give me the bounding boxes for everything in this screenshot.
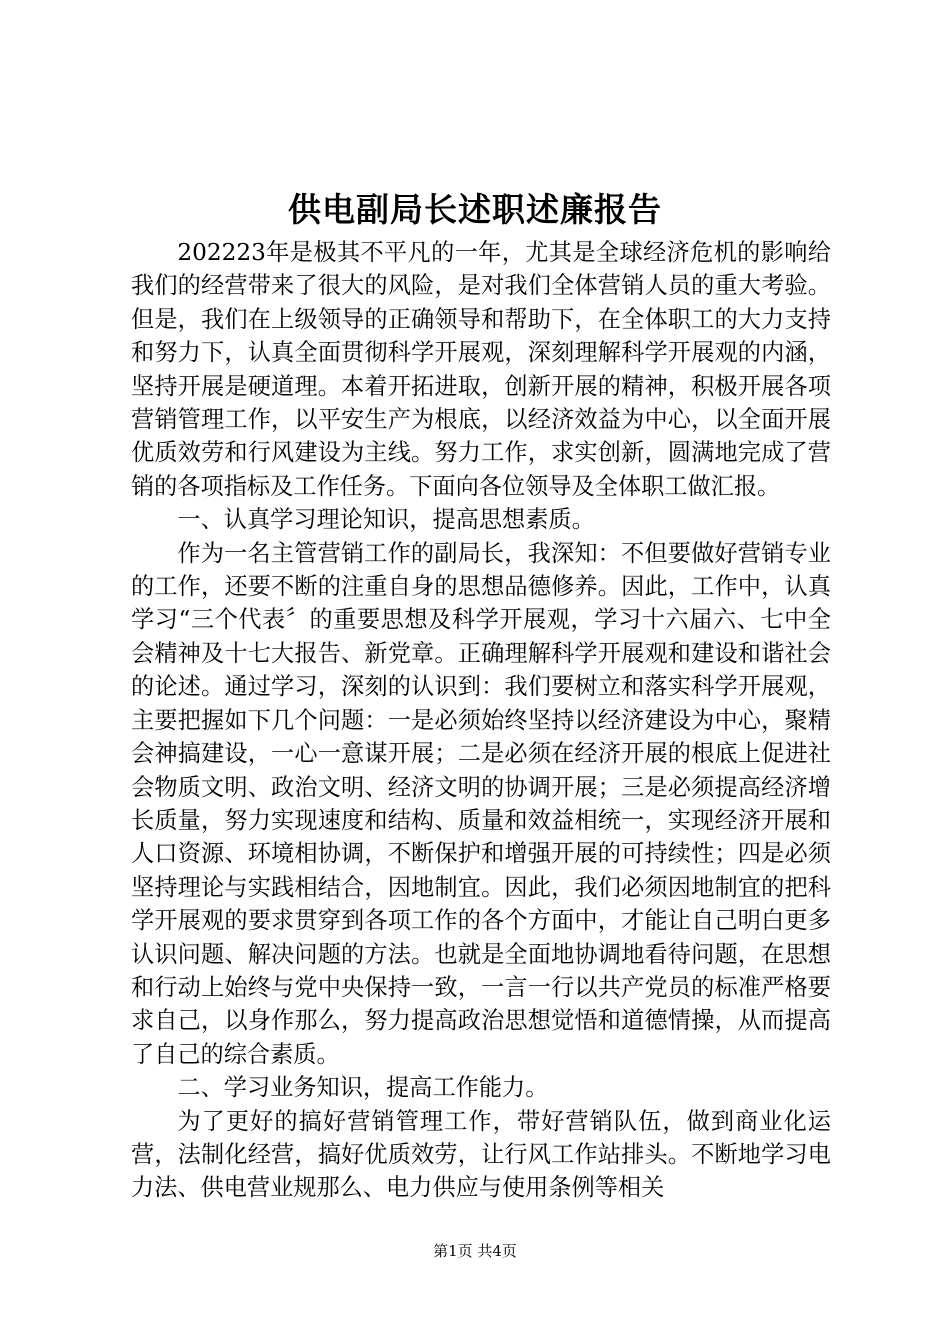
document-body <box>131 236 831 1205</box>
paragraph-study-business: 为了更好的搞好营销管理工作，带好营销队伍，做到商业化运营，法制化经营，搞好优质效劳，让行风工作站排头。不断地学习电力法、供电营业规那么、电力供应与使用条例等相关 <box>131 1107 831 1202</box>
paragraph-intro: 202223年是极其不平凡的一年，尤其是全球经济危机的影响给我们的经营带来了很大的风险，是对我们全体营销人员的重大考验。但是，我们在上级领导的正确领导和帮助下，在全体职工的大力支持和努力下，认真全面贯彻科学开展观，深刻理解科学开展观的内涵，坚持开展是硬道理。本着开拓进取，创新开展的精神，积极开展各项营销管理工作，以平安生产为根底，以经济效益为中心，以全面开展优质效劳和行风建设为主线。努力工作，求实创新，圆满地完成了营销的各项指标及工作任务。下面向各位领导及全体职工做汇报。 <box>131 239 831 500</box>
section-heading-2: 二、学习业务知识，提高工作能力。 <box>177 1074 549 1102</box>
document-title: 供电副局长述职述廉报告 <box>288 190 662 229</box>
paragraph-study-theory: 作为一名主管营销工作的副局长，我深知：不但要做好营销专业的工作，还要不断的注重自身的思想品德修养。因此，工作中，认真学习“三个代表〞的重要思想及科学开展观，学习十六届六、七中全会精神及十七大报告、新党章。正确理解科学开展观和建设和谐社会的论述。通过学习，深刻的认识到：我们要树立和落实科学开展观，主要把握如下几个问题：一是必须始终坚持以经济建设为中心，聚精会神搞建设，一心一意谋开展；二是必须在经济开展的根底上促进社会物质文明、政治文明、经济文明的协调开展；三是必须提高经济增长质量，努力实现速度和结构、质量和效益相统一，实现经济开展和人口资源、环境相协调，不断保护和增强开展的可持续性；四是必须坚持理论与实践相结合，因地制宜。因此，我们必须因地制宜的把科学开展观的要求贯穿到各项工作的各个方面中，才能让自己明白更多认识问题、解决问题的方法。也就是全面地协调地看待问题，在思想和行动上始终与党中央保持一致，一言一行以共产党员的标准严格要求自己，以身作那么，努力提高政治思想觉悟和道德情操，从而提高了自己的综合素质。 <box>131 539 831 1068</box>
section-heading-1: 一、认真学习理论知识，提高思想素质。 <box>177 506 595 534</box>
page-number-footer: 第1页 共4页 <box>433 1242 517 1260</box>
